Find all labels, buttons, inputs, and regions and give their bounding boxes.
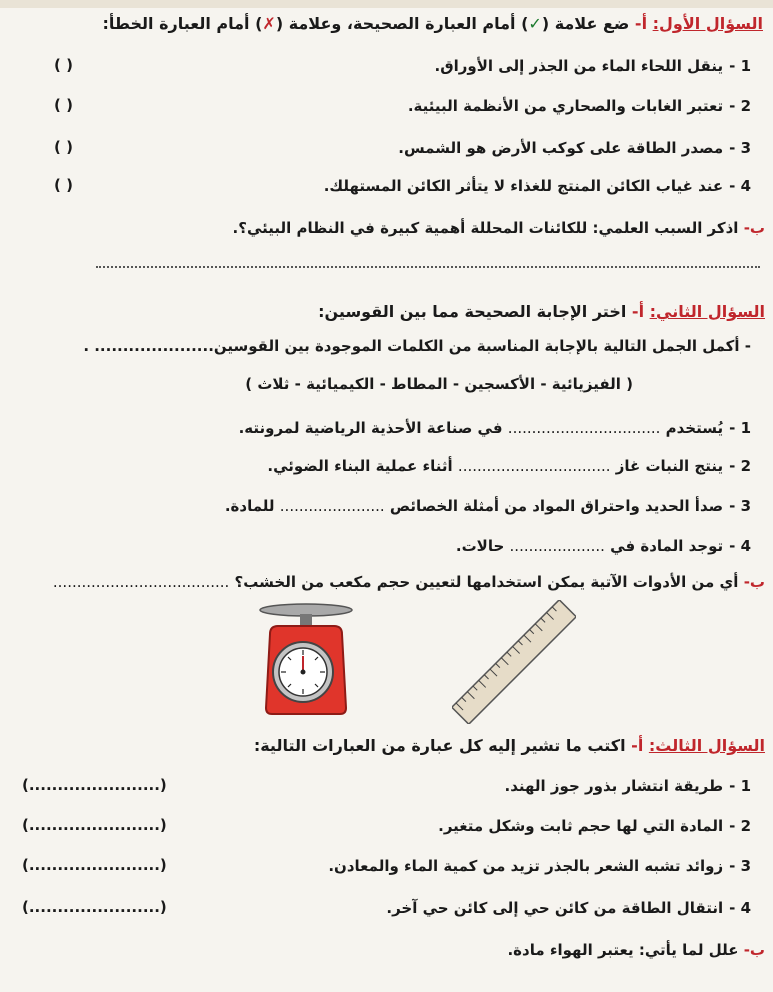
- q2-instruction: اختر الإجابة الصحيحة مما بين القوسين:: [318, 302, 627, 321]
- q2-item-3-before: صدأ الحديد واحتراق المواد من أمثلة الخصائص: [389, 497, 724, 515]
- q3-item-1-text: طريقة انتشار بذور جوز الهند.: [504, 777, 724, 795]
- q2-item-1-num: 1 -: [729, 419, 751, 437]
- q2-item-2: [267, 456, 751, 476]
- q3-item-2-num: 2 -: [729, 817, 751, 835]
- q1-item-4-num: 4 -: [729, 177, 751, 195]
- q1-answer-1[interactable]: ( ): [54, 56, 73, 74]
- q3-item-4-num: 4 -: [729, 899, 751, 917]
- q3-item-3-num: 3 -: [729, 857, 751, 875]
- q3-answer-2[interactable]: (.......................): [22, 816, 167, 834]
- q2-item-4-before: توجد المادة في: [610, 537, 724, 555]
- q2-item-1: [239, 418, 751, 438]
- q3-instruction: اكتب ما تشير إليه كل عبارة من العبارات التالية:: [253, 736, 626, 755]
- q2-word-bank: ( الفيزيائية - الأكسجين - المطاط - الكيميائية - ثلاث ): [245, 375, 633, 393]
- q3-item-3-text: زوائد تشبه الشعر بالجذر تزيد من كمية الماء والمعادن.: [328, 857, 724, 875]
- q2-item-1-after: في صناعة الأحذية الرياضية لمرونته.: [238, 419, 503, 437]
- q3-item-4: [386, 898, 751, 918]
- q2-item-1-blank[interactable]: ................................: [507, 419, 661, 437]
- check-icon: ✓: [528, 14, 542, 33]
- q3-answer-4[interactable]: (.......................): [22, 898, 167, 916]
- q1-part-b-text: اذكر السبب العلمي: للكائنات المحللة أهمية كبيرة في النظام البيئي؟.: [232, 219, 739, 237]
- q1-answer-4[interactable]: ( ): [54, 176, 73, 194]
- q1-instruction-post: ) أمام العبارة الخطأ:: [102, 14, 263, 33]
- q1-item-4-text: عند غياب الكائن المنتج للغذاء لا يتأثر الكائن المستهلك.: [323, 177, 724, 195]
- q2-part-b-blank[interactable]: .....................................: [52, 573, 230, 591]
- q2-header: [318, 302, 765, 322]
- q3-header: [254, 736, 765, 756]
- q3-item-3: [328, 856, 751, 876]
- q2-item-2-num: 2 -: [729, 457, 751, 475]
- q2-item-2-before: ينتج النبات غاز: [615, 457, 724, 475]
- q2-item-4-num: 4 -: [729, 537, 751, 555]
- cross-icon: ✗: [262, 14, 276, 33]
- q2-item-2-blank[interactable]: ................................: [457, 457, 611, 475]
- q3-part-b: [507, 940, 765, 960]
- q1-item-3-num: 3 -: [729, 139, 751, 157]
- q1-part-b-label: ب-: [743, 219, 765, 237]
- q3-item-2: [438, 816, 751, 836]
- q3-answer-3[interactable]: (.......................): [22, 856, 167, 874]
- q2-part-b: [53, 572, 765, 592]
- q1-answer-3[interactable]: ( ): [54, 138, 73, 156]
- answer-dotted-line[interactable]: [96, 266, 760, 268]
- q2-item-3: [225, 496, 751, 516]
- q1-part-a-label: أ-: [634, 14, 648, 33]
- q3-part-a-label: أ-: [631, 736, 644, 755]
- q2-item-4-blank[interactable]: ....................: [509, 537, 605, 555]
- q2-title: السؤال الثاني:: [649, 302, 765, 321]
- q3-answer-1[interactable]: (.......................): [22, 776, 167, 794]
- q1-instruction-pre: ضع علامة (: [541, 14, 630, 33]
- q1-item-4: [324, 176, 751, 196]
- ruler-icon[interactable]: [452, 600, 576, 724]
- q2-item-4-after: حالات.: [455, 537, 505, 555]
- q2-item-3-num: 3 -: [729, 497, 751, 515]
- q3-part-b-label: ب-: [743, 941, 765, 959]
- q2-item-2-after: أثناء عملية البناء الضوئي.: [267, 457, 453, 475]
- q2-item-4: [456, 536, 751, 556]
- q3-item-4-text: انتقال الطاقة من كائن حي إلى كائن حي آخر.: [386, 899, 724, 917]
- q1-header: [103, 14, 763, 34]
- q2-item-3-blank[interactable]: ......................: [279, 497, 385, 515]
- q1-item-1: [435, 56, 751, 76]
- q1-item-2: [408, 96, 751, 116]
- q1-item-1-text: ينقل اللحاء الماء من الجذر إلى الأوراق.: [434, 57, 724, 75]
- q2-part-a-label: أ-: [631, 302, 645, 321]
- q1-item-1-num: 1 -: [729, 57, 751, 75]
- q1-item-3: [398, 138, 751, 158]
- q2-part-b-text: أي من الأدوات الآتية يمكن استخدامها لتعيين حجم مكعب من الخشب؟: [234, 573, 739, 591]
- q2-item-1-before: يُستخدم: [665, 419, 724, 437]
- q3-title: السؤال الثالث:: [648, 736, 765, 755]
- top-band: [0, 0, 773, 8]
- q3-item-2-text: المادة التي لها حجم ثابت وشكل متغير.: [438, 817, 724, 835]
- q3-item-1-num: 1 -: [729, 777, 751, 795]
- kitchen-scale-icon[interactable]: [256, 600, 356, 720]
- q3-part-b-text: علل لما يأتي: يعتبر الهواء مادة.: [507, 941, 739, 959]
- q1-answer-2[interactable]: ( ): [54, 96, 73, 114]
- q1-part-b: [233, 218, 765, 238]
- q1-title: السؤال الأول:: [652, 14, 763, 33]
- q2-complete-instruction: - أكمل الجمل التالية بالإجابة المناسبة من الكلمات الموجودة بين القوسين..................... .: [83, 337, 751, 355]
- q2-part-b-label: ب-: [743, 573, 765, 591]
- q1-item-3-text: مصدر الطاقة على كوكب الأرض هو الشمس.: [398, 139, 724, 157]
- q3-item-1: [505, 776, 751, 796]
- q1-instruction-mid: ) أمام العبارة الصحيحة، وعلامة (: [275, 14, 529, 33]
- q1-item-2-num: 2 -: [729, 97, 751, 115]
- q2-item-3-after: للمادة.: [224, 497, 275, 515]
- q1-item-2-text: تعتبر الغابات والصحاري من الأنظمة البيئية.: [407, 97, 724, 115]
